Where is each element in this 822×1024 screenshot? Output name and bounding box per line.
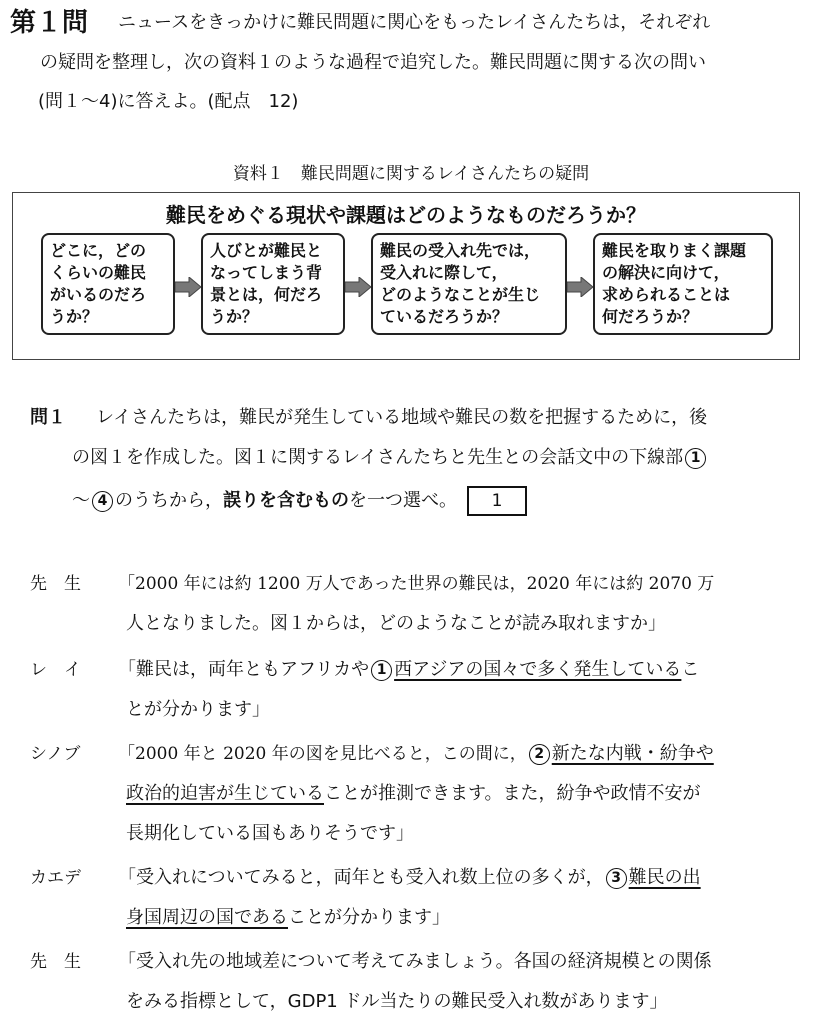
question-number: 第１問 bbox=[10, 8, 89, 38]
flow-box-1-line: うか？ bbox=[50, 307, 99, 326]
dialogue-line bbox=[118, 866, 701, 890]
flow-box-3-line: 受入れに際して， bbox=[380, 263, 508, 282]
flow-box-4-line: 何だろうか？ bbox=[602, 307, 699, 326]
flow-box-4-line: の解決に向けて， bbox=[602, 263, 730, 282]
flow-box-1 bbox=[41, 233, 175, 335]
material-title: 難民をめぐる現状や課題はどのようなものだろうか？ bbox=[166, 203, 646, 227]
intro-line-2: の疑問を整理し，次の資料１のような過程で追究した。難民問題に関する次の問い bbox=[40, 52, 706, 73]
q1-line-1: レイさんたちは，難民が発生している地域や難民の数を把握するために，後 bbox=[96, 407, 708, 428]
dialogue-line: 長期化している国もありそうです」 bbox=[126, 823, 414, 844]
right-arrow-icon bbox=[345, 277, 371, 297]
flow-box-2-line: 景とは，何だろ bbox=[210, 285, 323, 304]
q1-line-2-text: の図１を作成した。図１に関するレイさんたちと先生との会話文中の下線部 bbox=[72, 447, 684, 468]
flow-box-3 bbox=[371, 233, 567, 335]
flow-box-2 bbox=[201, 233, 345, 335]
flow-box-2-line: なってしまう背 bbox=[210, 263, 323, 282]
underlined-statement-3-cont: 身国周辺の国である bbox=[126, 907, 288, 928]
dialogue-text: ことが推測できます。また，紛争や政情不安が bbox=[324, 783, 701, 804]
speaker-kaede: カエデ bbox=[30, 868, 81, 888]
dialogue-line: 「2000 年には約 1200 万人であった世界の難民は，2020 年には約 2070 万 bbox=[118, 574, 715, 594]
speaker-teacher: 先 生 bbox=[30, 952, 81, 972]
dialogue-text: 「2000 年と 2020 年の図を見比べると，この間に， bbox=[118, 744, 527, 764]
dialogue-line: 人となりました。図１からは，どのようなことが読み取れますか」 bbox=[126, 613, 666, 634]
q1-line-3-end: を一つ選べ。 bbox=[349, 490, 457, 511]
flow-box-2-line: うか？ bbox=[210, 307, 259, 326]
circled-number-3: 3 bbox=[606, 868, 627, 889]
material-box bbox=[12, 192, 800, 360]
right-arrow-icon bbox=[567, 277, 593, 297]
speaker-rei: レ イ bbox=[30, 660, 81, 680]
flow-box-4 bbox=[593, 233, 773, 335]
speaker-shinobu: シノブ bbox=[30, 744, 81, 764]
flow-box-3-line: どのようなことが生じ bbox=[380, 285, 541, 304]
dialogue-line bbox=[126, 906, 450, 930]
circled-number-2: 2 bbox=[529, 744, 550, 765]
underlined-statement-2-cont: 政治的迫害が生じている bbox=[126, 783, 324, 804]
q1-line-3 bbox=[72, 486, 527, 516]
flow-box-1-line: がいるのだろ bbox=[50, 285, 147, 304]
dialogue-line: とが分かります」 bbox=[126, 699, 270, 720]
speaker-teacher: 先 生 bbox=[30, 574, 81, 594]
underlined-statement-2: 新たな内戦・紛争や bbox=[551, 743, 714, 764]
dialogue-line: をみる指標として，GDP1 ドル当たりの難民受入れ数があります」 bbox=[126, 991, 668, 1012]
circled-number-1: 1 bbox=[371, 660, 392, 681]
flow-box-3-line: ているだろうか？ bbox=[380, 307, 509, 326]
dialogue-text: 「難民は，両年ともアフリカや bbox=[118, 659, 370, 680]
dialogue-line bbox=[126, 782, 701, 806]
q1-line-2 bbox=[72, 446, 708, 470]
flow-box-4-line: 求められることは bbox=[602, 285, 731, 304]
material-caption: 資料１ 難民問題に関するレイさんたちの疑問 bbox=[232, 164, 590, 184]
flow-box-2-line: 人びとが難民と bbox=[210, 241, 323, 260]
dialogue-line bbox=[118, 742, 714, 766]
dialogue-line: 「受入れ先の地域差について考えてみましょう。各国の経済規模との関係 bbox=[118, 951, 712, 972]
intro-line-3: (問１〜4)に答えよ。(配点 12) bbox=[38, 91, 299, 112]
dialogue-text: ことが分かります」 bbox=[288, 907, 450, 928]
intro-line-1: ニュースをきっかけに難民問題に関心をもったレイさんたちは，それぞれ bbox=[118, 12, 711, 33]
flow-box-1-line: どこに，どの bbox=[50, 241, 147, 260]
underlined-statement-1: 西アジアの国々で多く発生している bbox=[394, 659, 682, 680]
dialogue-text: こ bbox=[681, 659, 700, 680]
circled-number-4: 4 bbox=[92, 491, 113, 512]
flow-box-3-line: 難民の受入れ先では， bbox=[380, 241, 541, 260]
q1-emphasis: 誤りを含むもの bbox=[223, 490, 349, 511]
q1-label: 問１ bbox=[30, 407, 66, 428]
underlined-statement-3: 難民の出 bbox=[628, 867, 701, 888]
dialogue-line bbox=[118, 658, 699, 682]
circled-number-1: 1 bbox=[685, 448, 706, 469]
flow-box-4-line: 難民を取りまく課題 bbox=[602, 241, 747, 260]
right-arrow-icon bbox=[175, 277, 201, 297]
dialogue-text: 「受入れについてみると，両年とも受入れ数上位の多くが， bbox=[118, 867, 604, 888]
q1-line-3-mid: のうちから， bbox=[115, 490, 223, 511]
q1-tilde: 〜 bbox=[72, 490, 90, 511]
flow-box-1-line: くらいの難民 bbox=[50, 263, 147, 282]
answer-box[interactable]: 1 bbox=[467, 486, 527, 516]
